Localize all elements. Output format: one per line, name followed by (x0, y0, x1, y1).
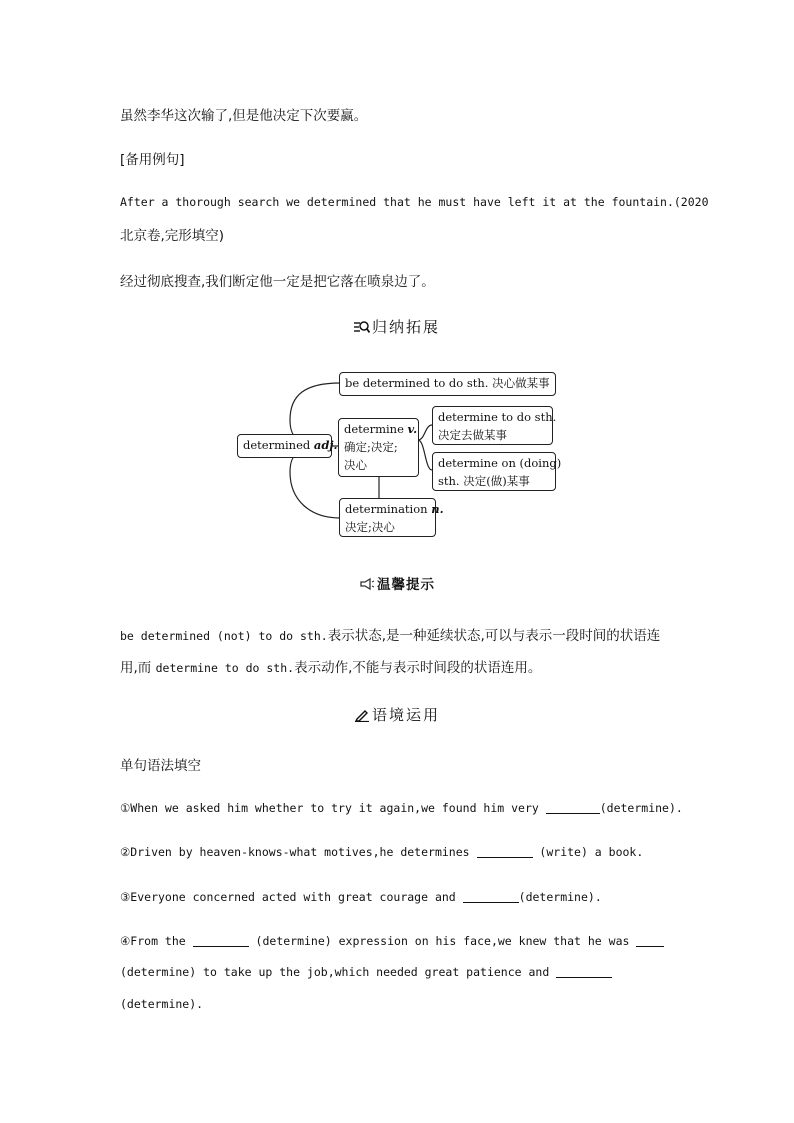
question-4-line-3 (120, 997, 203, 1011)
question-text: (write) a book. (532, 845, 644, 859)
node-line-1: determine to do sth. (438, 410, 557, 424)
tip-phrase-en: be determined (not) to do sth. (120, 629, 328, 643)
tip-heading (0, 573, 794, 593)
tip-line-2 (120, 656, 541, 676)
answer-blank[interactable] (193, 934, 249, 947)
answer-blank[interactable] (556, 965, 612, 978)
tip-line-1 (120, 624, 660, 644)
question-text: ①When we asked him whether to try it again,we found him very (120, 801, 546, 815)
mindmap-node-determination (339, 498, 444, 537)
node-line-2: 决定去做某事 (438, 428, 507, 442)
question-text: (determine). (518, 890, 602, 904)
node-line-1: determine on (doing) (438, 456, 562, 470)
section-heading-context-use (0, 704, 794, 725)
root-word: determined (243, 438, 311, 452)
tip-text: 用,而 (120, 660, 156, 676)
question-text: (determine). (120, 997, 204, 1011)
example-source: 北京卷,完形填空) (120, 228, 225, 244)
tip-explanation: 表示动作,不能与表示时间段的状语连用。 (294, 660, 542, 676)
tip-explanation: 表示状态,是一种延续状态,可以与表示一段时间的状语连 (327, 628, 661, 644)
example-sentence-en: After a thorough search we determined that he must have left it at the fountain.(2020 (120, 195, 709, 209)
node-line-2: sth. 决定(做)某事 (438, 474, 530, 488)
sentence-translation: 虽然李华这次输了,但是他决定下次要赢。 (120, 108, 368, 124)
question-1 (120, 801, 683, 815)
tip-title: 温馨提示 (377, 577, 435, 593)
mindmap-node-determine-on (432, 452, 562, 491)
mindmap-node-determine-to-do (432, 406, 557, 445)
question-text: (determine). (599, 801, 683, 815)
node-pos: n. (431, 502, 444, 516)
mindmap-node-determine (338, 418, 419, 477)
section-title: 归纳拓展 (371, 318, 440, 336)
mindmap-node-be-determined (339, 372, 556, 396)
node-meaning-2: 决心 (344, 458, 367, 472)
tip-phrase-en: determine to do sth. (155, 661, 295, 675)
answer-blank[interactable] (546, 801, 600, 814)
question-text: (determine) expression on his face,we knew that he was (248, 934, 637, 948)
question-4-line-2 (120, 965, 612, 979)
node-word: determine (344, 422, 404, 436)
mindmap-root-determined (237, 434, 338, 458)
question-3 (120, 890, 602, 904)
question-4-line-1 (120, 934, 664, 948)
answer-blank[interactable] (463, 890, 519, 903)
node-pos: v. (407, 422, 418, 436)
answer-blank[interactable] (636, 934, 664, 947)
exercise-title: 单句语法填空 (120, 758, 201, 774)
question-text: ②Driven by heaven-knows-what motives,he determines (120, 845, 477, 859)
answer-blank[interactable] (477, 845, 533, 858)
question-2 (120, 845, 643, 859)
example-sentence-cn: 经过彻底搜查,我们断定他一定是把它落在喷泉边了。 (120, 274, 435, 290)
node-text: be determined to do sth. 决心做某事 (345, 376, 550, 390)
question-text: ④From the (120, 934, 193, 948)
backup-example-label: [备用例句] (120, 152, 185, 168)
node-meaning: 决定;决心 (345, 520, 395, 534)
pencil-icon (354, 708, 370, 722)
megaphone-icon (359, 577, 375, 591)
node-word: determination (345, 502, 428, 516)
node-meaning-1: 确定;决定; (344, 440, 398, 454)
question-text: ③Everyone concerned acted with great courage and (120, 890, 463, 904)
question-text: (determine) to take up the job,which needed great patience and (120, 965, 557, 979)
root-pos: adj. (313, 438, 338, 452)
section-title: 语境运用 (371, 706, 440, 724)
